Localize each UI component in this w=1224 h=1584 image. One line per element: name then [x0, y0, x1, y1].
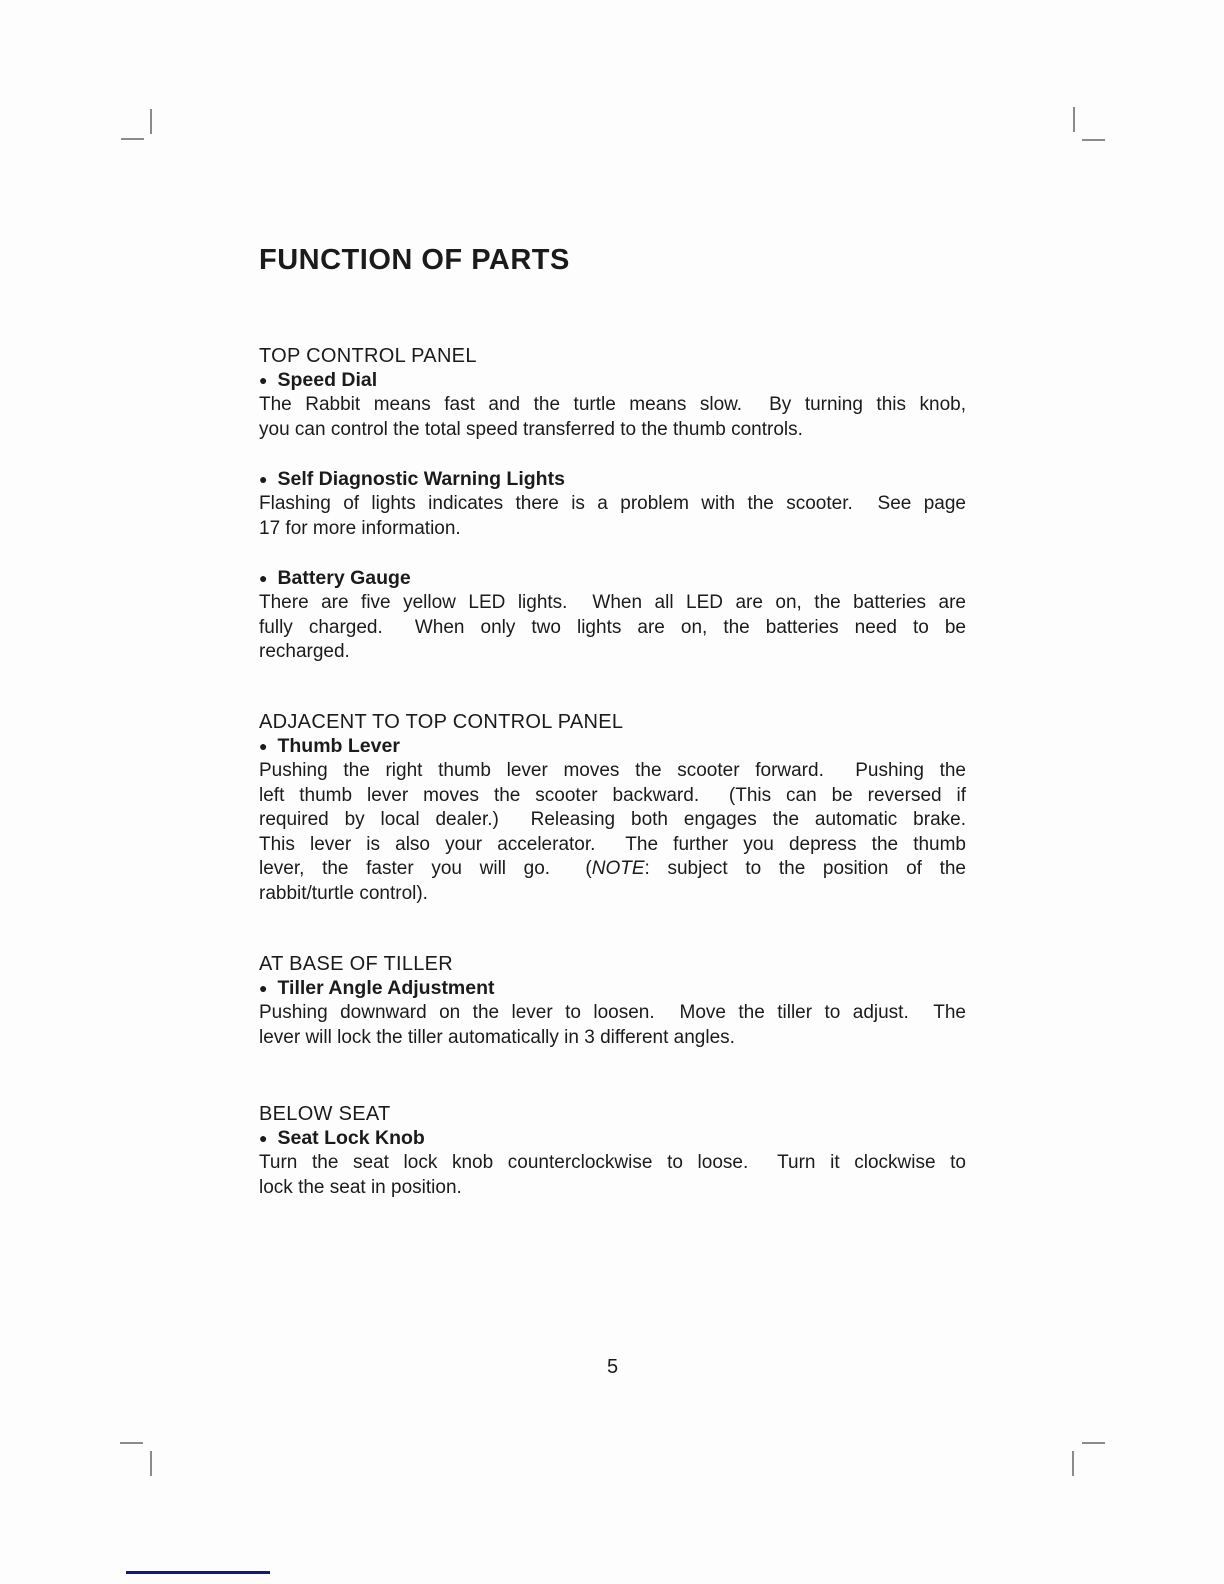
crop-mark-bottom-left-horizontal	[120, 1442, 143, 1444]
section-adjacent-to-top-control-panel	[259, 710, 966, 906]
part-label-text: Thumb Lever	[277, 735, 400, 757]
note-pre-text: lever, the faster you will go. (	[259, 858, 592, 879]
description-line: This lever is also your accelerator. The further you depress the thumb	[259, 833, 966, 855]
part-item-battery-gauge	[259, 566, 966, 665]
description-line: lever will lock the tiller automatically in 3 different angles.	[259, 1026, 735, 1048]
page-number: 5	[606, 1356, 619, 1378]
crop-mark-bottom-right-horizontal	[1082, 1442, 1105, 1444]
crop-mark-bottom-right-vertical	[1072, 1451, 1074, 1476]
crop-mark-top-left-horizontal	[121, 138, 144, 140]
part-label-text: Tiller Angle Adjustment	[277, 977, 495, 999]
part-label	[259, 566, 966, 591]
crop-mark-top-right-horizontal	[1082, 139, 1105, 141]
section-heading: ADJACENT TO TOP CONTROL PANEL	[259, 711, 624, 733]
description-line: recharged.	[259, 641, 350, 662]
bullet-icon: ●	[259, 738, 268, 754]
description-line: Pushing the right thumb lever moves the scooter forward. Pushing the	[259, 760, 966, 781]
crop-mark-bottom-left-vertical	[150, 1451, 152, 1476]
part-label-text: Self Diagnostic Warning Lights	[277, 468, 565, 490]
section-heading: TOP CONTROL PANEL	[259, 345, 477, 367]
description-line: rabbit/turtle control).	[259, 882, 428, 904]
part-label-text: Speed Dial	[277, 369, 378, 391]
section-top-control-panel	[259, 344, 966, 665]
description-line: you can control the total speed transferred to the thumb controls.	[259, 418, 803, 440]
bullet-icon: ●	[259, 471, 268, 487]
part-label-text: Battery Gauge	[277, 567, 411, 589]
part-description	[259, 393, 966, 442]
bullet-icon: ●	[259, 980, 268, 996]
part-item-speed-dial	[259, 368, 966, 442]
part-description	[259, 492, 966, 541]
section-heading: AT BASE OF TILLER	[259, 953, 454, 975]
part-description	[259, 591, 966, 665]
description-line: lock the seat in position.	[259, 1176, 462, 1198]
crop-mark-top-right-vertical	[1073, 107, 1075, 132]
bullet-icon: ●	[259, 1130, 268, 1146]
section-heading: BELOW SEAT	[259, 1103, 391, 1125]
description-line-with-note	[259, 857, 966, 882]
part-item-self-diagnostic-warning-lights	[259, 467, 966, 541]
bullet-icon: ●	[259, 570, 268, 586]
description-line: The Rabbit means fast and the turtle means slow. By turning this knob,	[259, 394, 966, 415]
part-item-thumb-lever	[259, 734, 966, 906]
crop-mark-top-left-vertical	[150, 109, 152, 134]
bullet-icon: ●	[259, 372, 268, 388]
footer-rule	[126, 1571, 270, 1574]
part-item-seat-lock-knob	[259, 1126, 966, 1200]
part-label-text: Seat Lock Knob	[277, 1127, 425, 1149]
description-line: There are five yellow LED lights. When all LED are on, the batteries are	[259, 592, 966, 613]
note-post-text: : subject to the position of the	[644, 858, 966, 879]
section-at-base-of-tiller	[259, 952, 966, 1050]
description-line: left thumb lever moves the scooter backward. (This can be reversed if	[259, 784, 966, 806]
part-label	[259, 368, 966, 393]
description-line: Flashing of lights indicates there is a problem with the scooter. See page	[259, 493, 966, 514]
description-line: Pushing downward on the lever to loosen. Move the tiller to adjust. The	[259, 1002, 966, 1023]
description-line: fully charged. When only two lights are on, the batteries need to be	[259, 616, 966, 638]
part-item-tiller-angle-adjustment	[259, 976, 966, 1050]
part-label	[259, 467, 966, 492]
section-below-seat	[259, 1102, 966, 1200]
part-label	[259, 1126, 966, 1151]
note-italic-text: NOTE	[591, 858, 645, 879]
description-line: Turn the seat lock knob counterclockwise to loose. Turn it clockwise to	[259, 1152, 966, 1173]
page-title: FUNCTION OF PARTS	[259, 244, 570, 276]
description-line: required by local dealer.) Releasing both engages the automatic brake.	[259, 809, 966, 830]
part-label	[259, 734, 966, 759]
part-description	[259, 1001, 966, 1050]
part-label	[259, 976, 966, 1001]
part-description	[259, 759, 966, 906]
part-description	[259, 1151, 966, 1200]
description-line: 17 for more information.	[259, 517, 461, 539]
